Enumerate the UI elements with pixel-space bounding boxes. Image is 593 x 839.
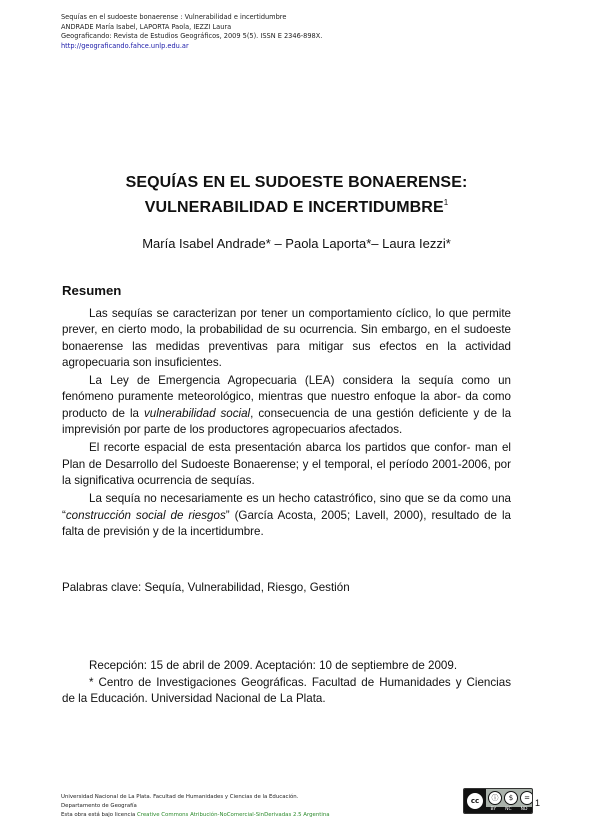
page-footer xyxy=(61,793,461,819)
cc-badge-labels xyxy=(486,807,532,813)
cc-license-badge[interactable] xyxy=(463,788,533,814)
abstract-body xyxy=(62,306,511,540)
abstract-p2-text-a: La Ley de Emergencia Agropecuaria (LEA) considera la sequía como un fenómeno puramente meteorológico, mientras que nuestro enfoque la abor- da como producto de la xyxy=(62,374,511,420)
title-line-1: SEQUÍAS EN EL SUDOESTE BONAERENSE: xyxy=(125,174,468,191)
header-article-title: Sequías en el sudoeste bonaerense : Vulnerabilidad e incertidumbre xyxy=(61,13,287,21)
abstract-heading: Resumen xyxy=(62,283,122,298)
abstract-paragraph-2 xyxy=(62,373,511,438)
keywords-value: Sequía, Vulnerabilidad, Riesgo, Gestión xyxy=(141,581,350,594)
abstract-p4-text-a: La sequía no necesariamente es un hecho catastrófico, sino que se da como una “ xyxy=(62,492,511,522)
footer-license-line xyxy=(61,811,461,820)
reception-notes xyxy=(62,658,511,708)
abstract-paragraph-3: El recorte espacial de esta presentación abarca los partidos que confor- man el Plan de Desarrollo del Sudoeste Bonaerense; y el temporal, el período 2001-2006, por la significativa ocurrencia de sequías. xyxy=(62,441,511,487)
reception-dates: Recepción: 15 de abril de 2009. Aceptación: 10 de septiembre de 2009. xyxy=(89,659,458,672)
keywords xyxy=(62,581,350,594)
cc-icons xyxy=(488,791,533,805)
title-footnote-mark: 1 xyxy=(443,198,449,207)
abstract-p2-emphasis: vulnerabilidad social xyxy=(143,406,251,420)
keywords-label: Palabras clave: xyxy=(62,581,142,594)
author-list: María Isabel Andrade* – Paola Laporta*– Laura Iezzi* xyxy=(142,236,451,251)
abstract-paragraph-1: Las sequías se caracterizan por tener un comportamiento cíclico, lo que permite prever, en cierto modo, la probabilidad de su ocurrencia. Sin embargo, en el sudoeste bonaerense las medidas preventivas para mitigar sus efectos en la actividad agropecuaria son insuficientes. xyxy=(62,307,511,369)
cc-label-nd: ND xyxy=(520,807,528,812)
header-journal: Geograficando: Revista de Estudios Geográficos, 2009 5(5). ISSN E 2346-898X. xyxy=(61,32,323,41)
footer-license-prefix: Esta obra está bajo licencia xyxy=(61,811,137,818)
header-url-link[interactable]: http://geograficando.fahce.unlp.edu.ar xyxy=(61,41,189,50)
article-title xyxy=(60,173,533,218)
title-line-2-text: VULNERABILIDAD E INCERTIDUMBRE xyxy=(144,199,444,216)
abstract-p4-text-b: ” (García Acosta, 2005; Lavell, 2000), resultado de la falta de previsión y de la incertidumbre. xyxy=(62,508,511,538)
cc-label-by: BY xyxy=(490,807,497,812)
footer-institution: Universidad Nacional de La Plata. Facultad de Humanidades y Ciencias de la Educación. xyxy=(61,794,299,800)
header-authors: ANDRADE María Isabel, LAPORTA Paola, IEZZI Laura xyxy=(61,22,232,31)
cc-label-nc: NC xyxy=(505,807,512,812)
author-affiliation: * Centro de Investigaciones Geográficas. Facultad de Humanidades y Ciencias de la Educación. Universidad Nacional de La Plata. xyxy=(62,675,511,705)
title-line-2 xyxy=(60,193,533,218)
license-link[interactable]: Creative Commons Atribución-NoComercial-SinDerivadas 2.5 Argentina xyxy=(136,811,330,818)
attribution-icon: ⓘ xyxy=(488,791,502,805)
noderivatives-icon: = xyxy=(520,791,533,805)
abstract-p2-text-b: , consecuencia de una gestión deficiente y de la imprevisión por parte de los productores agropecuarios afectados. xyxy=(62,406,512,437)
abstract-paragraph-4 xyxy=(62,491,511,540)
running-header xyxy=(61,13,541,51)
footer-department: Departamento de Geografía xyxy=(61,802,137,809)
page-number: 1 xyxy=(535,798,541,808)
abstract-p4-emphasis: construcción social de riesgos xyxy=(65,508,226,522)
cc-logo-icon: cc xyxy=(466,792,484,810)
noncommercial-icon: $ xyxy=(504,791,518,805)
